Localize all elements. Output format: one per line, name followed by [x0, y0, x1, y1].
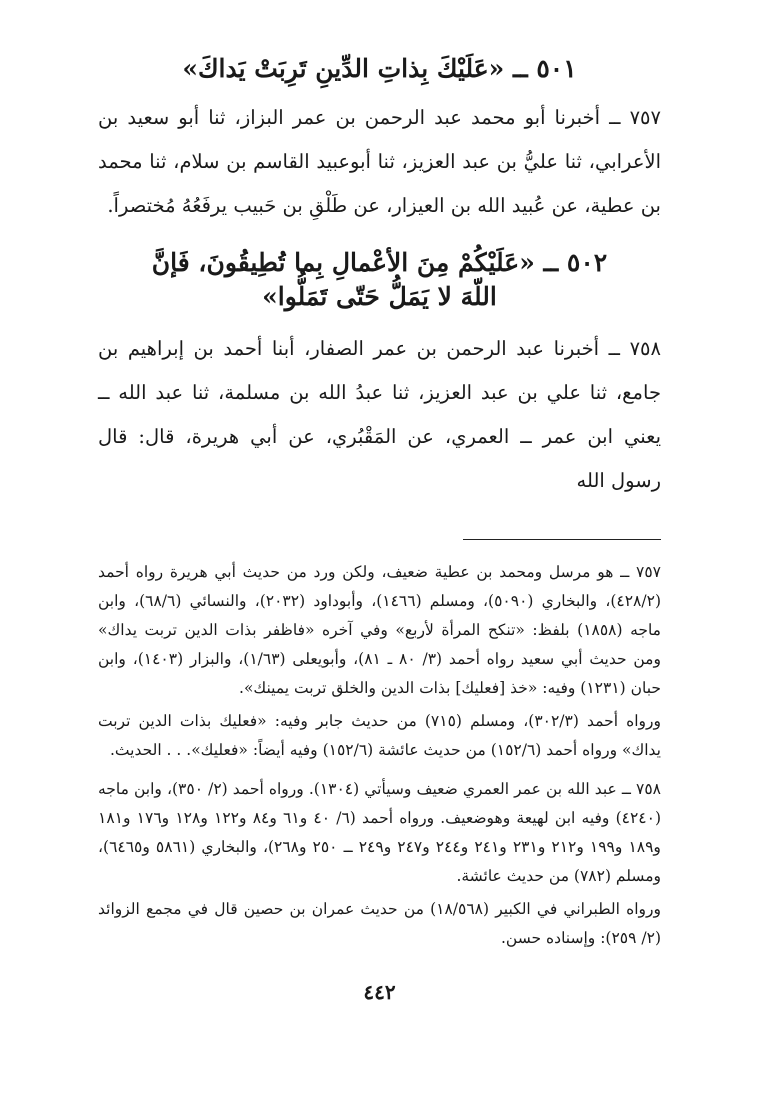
hadith-758-text: ٧٥٨ ــ أخبرنا عبد الرحمن بن عمر الصفار، أبنا أحمد بن إبراهيم بن جامع، ثنا علي بن عبد العزيز، ثنا عبدُ الله بن مسلمة، ثنا عبد الله ــ يعني ابن عمر ــ العمري، عن المَقْبُري، عن أبي هريرة، قال: قال رسول الله: [98, 337, 661, 493]
hadith-757-text: ٧٥٧ ــ أخبرنا أبو محمد عبد الرحمن بن عمر البزاز، ثنا أبو سعيد بن الأعرابي، ثنا عليُّ بن عبد العزيز، ثنا أبوعبيد القاسم بن سلام، ثنا محمد بن عطية، عن عُبيد الله بن العيزار، عن طَلْقِ بن حَبيب يرفَعُهُ مُختصراً.: [98, 105, 661, 217]
footnote-758-part-2: ورواه الطبراني في الكبير (١٨/٥٦٨) من حديث عمران بن حصين قال في مجمع الزوائد (٢/ ٢٥٩): وإسناده حسن.: [98, 900, 662, 948]
page-number: ٤٤٢: [363, 980, 396, 1004]
chapter-heading-502-line-1: ٥٠٢ ــ «عَلَيْكُمْ مِنَ الأعْمالِ بِما تُطِيقُونَ، فَإنَّ: [151, 247, 608, 277]
footnotes: [98, 558, 661, 953]
footnote-separator: [463, 539, 661, 540]
chapter-heading-502: [98, 246, 661, 314]
footnote-757-part-2: ورواه أحمد (٣٠٢/٣)، ومسلم (٧١٥) من حديث جابر وفيه: «فعليك بذات الدين تربت يداك» ورواه أحمد (١٥٢/٦) من حديث عائشة (١٥٢/٦) وفيه أيضاً: «فعليك». . . الحديث.: [98, 712, 662, 760]
footnote-757-part-1: ٧٥٧ ــ هو مرسل ومحمد بن عطية ضعيف، ولكن ورد من حديث أبي هريرة رواه أحمد (٤٢٨/٢)، والبخاري (٥٠٩٠)، ومسلم (١٤٦٦)، وأبوداود (٢٠٣٢)، والنسائي (٦٨/٦)، وابن ماجه (١٨٥٨) بلفظ: «تنكح المرأة لأربع» وفي آخره «فاظفر بذات الدين تربت يداك» ومن حديث أبي سعيد رواه أحمد (٣/ ٨٠ ـ ٨١)، وأبويعلى (١/٦٣)، والبزار (١٤٠٣)، وابن حبان (١٢٣١) وفيه: «خذ [فعليك] بذات الدين والخلق تربت يمينك».: [98, 563, 661, 698]
chapter-heading-502-line-2: اللّهَ لا يَمَلُّ حَتّى تَمَلُّوا»: [262, 281, 497, 311]
footnote-758-part-1: ٧٥٨ ــ عبد الله بن عمر العمري ضعيف وسيأتي (١٣٠٤). ورواه أحمد (٢/ ٣٥٠)، وابن ماجه (٤٢٤٠) وفيه ابن لهيعة وهوضعيف. ورواه أحمد (٦/ ٤٠ و٦١ و٨٤ و١٢٢ و١٢٨ و١٧٦ و١٨١ و١٨٩ و١٩٩ و٢١٢ و٢٣١ و٢٤١ و٢٤٤ و٢٤٧ و٢٤٩ ــ ٢٥٠ و٢٦٨)، والبخاري (٥٨٦١ و٦٤٦٥)، ومسلم (٧٨٢) من حديث عائشة.: [98, 780, 662, 886]
chapter-heading-501: ٥٠١ ــ «عَلَيْكَ بِذاتِ الدِّينِ تَرِبَتْ يَداكَ»: [182, 54, 577, 83]
